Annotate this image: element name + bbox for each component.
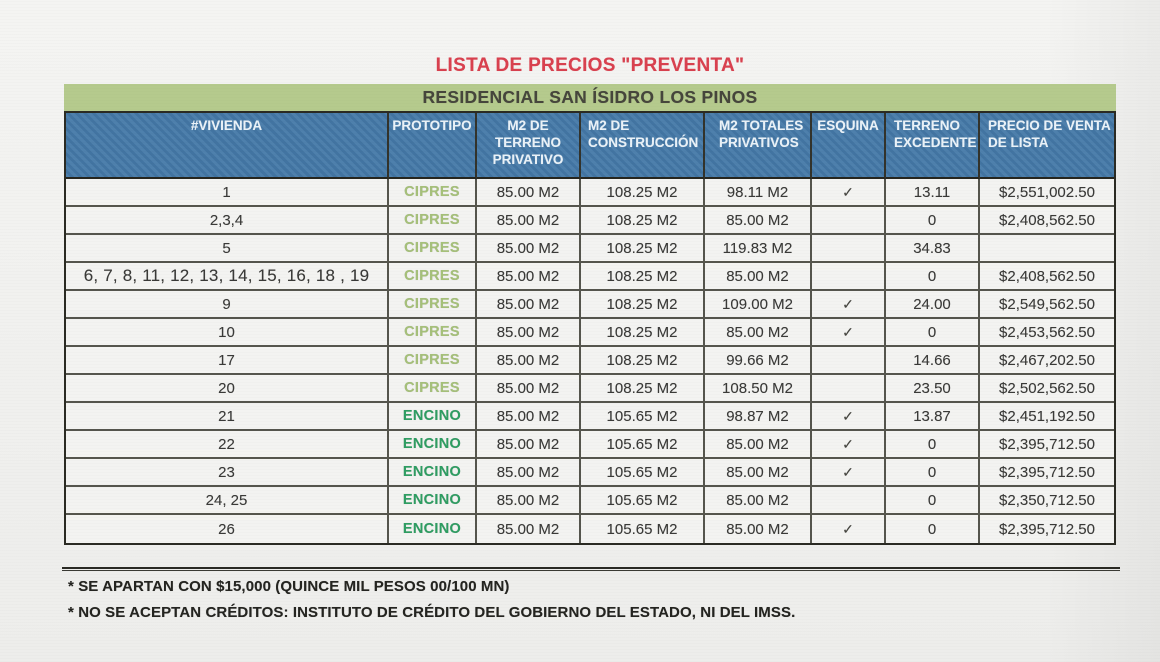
col-header-terreno-privativo [477,113,581,179]
table-row [66,319,1114,347]
cell-construccion: 105.65 M2 [581,431,705,459]
cell-prototipo: CIPRES [389,347,477,375]
col-header-line: EXCEDENTE [894,135,977,150]
cell-vivienda: 1 [66,179,389,207]
cell-construccion: 108.25 M2 [581,179,705,207]
cell-precio-venta: $2,549,562.50 [980,291,1114,319]
col-header-line: PRECIO DE VENTA [988,118,1111,133]
double-rule-separator [62,567,1120,571]
cell-esquina-checkmark: ✓ [812,431,886,459]
footnote-apartado: * SE APARTAN CON $15,000 (QUINCE MIL PESOS 00/100 MN) [68,578,510,595]
cell-vivienda: 24, 25 [66,487,389,515]
col-header-terreno-excedente [886,113,980,179]
footnote-creditos: * NO SE ACEPTAN CRÉDITOS: INSTITUTO DE CRÉDITO DEL GOBIERNO DEL ESTADO, NI DEL IMSS. [68,604,796,621]
table-row [66,459,1114,487]
cell-vivienda: 17 [66,347,389,375]
cell-terreno-privativo: 85.00 M2 [477,179,581,207]
cell-esquina-checkmark [812,263,886,291]
cell-prototipo: CIPRES [389,375,477,403]
cell-totales-privativos: 85.00 M2 [705,487,812,515]
cell-prototipo: CIPRES [389,179,477,207]
cell-prototipo: CIPRES [389,263,477,291]
cell-terreno-excedente: 0 [886,207,980,235]
col-header-prototipo: PROTOTIPO [389,113,477,179]
table-header-row [66,113,1114,179]
cell-totales-privativos: 85.00 M2 [705,515,812,543]
cell-prototipo: ENCINO [389,459,477,487]
cell-precio-venta: $2,551,002.50 [980,179,1114,207]
cell-esquina-checkmark: ✓ [812,319,886,347]
col-header-line: TERRENO [894,118,961,133]
cell-terreno-excedente: 0 [886,431,980,459]
col-header-vivienda: #VIVIENDA [66,113,389,179]
cell-esquina-checkmark [812,375,886,403]
cell-totales-privativos: 85.00 M2 [705,263,812,291]
cell-construccion: 108.25 M2 [581,319,705,347]
cell-esquina-checkmark [812,235,886,263]
cell-precio-venta: $2,467,202.50 [980,347,1114,375]
col-header-line: TERRENO [494,135,561,150]
cell-esquina-checkmark: ✓ [812,179,886,207]
cell-esquina-checkmark [812,487,886,515]
col-header-line: CONSTRUCCIÓN [588,135,699,150]
price-table [64,111,1116,545]
cell-precio-venta: $2,395,712.50 [980,431,1114,459]
cell-esquina-checkmark [812,347,886,375]
cell-construccion: 108.25 M2 [581,235,705,263]
cell-esquina-checkmark: ✓ [812,515,886,543]
cell-terreno-privativo: 85.00 M2 [477,431,581,459]
table-row [66,207,1114,235]
cell-terreno-excedente: 0 [886,319,980,347]
cell-terreno-privativo: 85.00 M2 [477,515,581,543]
cell-terreno-privativo: 85.00 M2 [477,459,581,487]
cell-vivienda: 2,3,4 [66,207,389,235]
table-row [66,235,1114,263]
cell-construccion: 105.65 M2 [581,515,705,543]
cell-precio-venta: $2,395,712.50 [980,459,1114,487]
cell-totales-privativos: 85.00 M2 [705,319,812,347]
cell-prototipo: ENCINO [389,515,477,543]
cell-precio-venta: $2,395,712.50 [999,520,1095,538]
cell-terreno-privativo: 85.00 M2 [477,319,581,347]
cell-totales-privativos: 85.00 M2 [705,431,812,459]
cell-construccion: 108.25 M2 [581,375,705,403]
cell-construccion: 105.65 M2 [581,459,705,487]
cell-totales-privativos: 119.83 M2 [705,235,812,263]
cell-construccion: 108.25 M2 [581,347,705,375]
col-header-esquina: ESQUINA [812,113,886,179]
cell-terreno-privativo: 85.00 M2 [477,375,581,403]
residencial-banner [64,84,1116,111]
cell-totales-privativos: 85.00 M2 [705,459,812,487]
cell-vivienda: 22 [66,431,389,459]
col-header-line: M2 DE [507,118,549,133]
cell-vivienda: 9 [66,291,389,319]
table-row [66,431,1114,459]
table-row [66,263,1114,291]
cell-terreno-privativo: 85.00 M2 [477,403,581,431]
cell-vivienda: 5 [66,235,389,263]
cell-prototipo: CIPRES [389,291,477,319]
col-header-totales-privativos [705,113,812,179]
cell-construccion: 105.65 M2 [581,403,705,431]
cell-terreno-excedente: 13.87 [886,403,980,431]
cell-construccion: 108.25 M2 [581,291,705,319]
col-header-line: PRIVATIVO [492,152,564,167]
cell-totales-privativos: 99.66 M2 [705,347,812,375]
cell-terreno-excedente: 34.83 [886,235,980,263]
cell-esquina-checkmark: ✓ [812,459,886,487]
table-row [66,291,1114,319]
table-row [66,179,1114,207]
cell-construccion: 105.65 M2 [581,487,705,515]
col-header-line: DE LISTA [988,135,1049,150]
cell-esquina-checkmark: ✓ [812,291,886,319]
cell-esquina-checkmark [812,207,886,235]
table-row [66,347,1114,375]
cell-prototipo: CIPRES [389,319,477,347]
col-header-precio-venta [980,113,1114,179]
cell-vivienda: 6, 7, 8, 11, 12, 13, 14, 15, 16, 18 , 19 [66,263,389,291]
cell-prototipo: CIPRES [389,235,477,263]
cell-prototipo: ENCINO [389,487,477,515]
cell-precio-venta: $2,350,712.50 [980,487,1114,515]
cell-terreno-excedente: 24.00 [886,291,980,319]
cell-totales-privativos: 109.00 M2 [705,291,812,319]
cell-precio-venta: $2,451,192.50 [980,403,1114,431]
cell-totales-privativos: 108.50 M2 [705,375,812,403]
col-header-line: M2 TOTALES [719,118,804,133]
cell-totales-privativos: 85.00 M2 [705,207,812,235]
cell-vivienda: 26 [66,515,389,543]
table-body [66,179,1114,543]
cell-prototipo: ENCINO [389,403,477,431]
cell-vivienda: 21 [66,403,389,431]
cell-vivienda: 23 [66,459,389,487]
col-header-construccion [581,113,705,179]
page-title: LISTA DE PRECIOS "PREVENTA" [435,55,745,76]
cell-terreno-excedente: 23.50 [886,375,980,403]
table-row [66,487,1114,515]
table-row [66,403,1114,431]
cell-vivienda: 10 [66,319,389,347]
col-header-line: PRIVATIVOS [719,135,799,150]
cell-terreno-privativo: 85.00 M2 [477,291,581,319]
cell-precio-venta: $2,502,562.50 [980,375,1114,403]
col-header-line: M2 DE [588,118,630,133]
cell-terreno-excedente: 0 [886,515,980,543]
cell-terreno-excedente: 0 [886,487,980,515]
cell-terreno-privativo: 85.00 M2 [477,207,581,235]
table-row [66,375,1114,403]
cell-construccion: 108.25 M2 [581,263,705,291]
cell-esquina-checkmark: ✓ [812,403,886,431]
cell-terreno-privativo: 85.00 M2 [477,235,581,263]
cell-terreno-excedente: 0 [886,459,980,487]
cell-prototipo: CIPRES [389,207,477,235]
cell-prototipo: ENCINO [389,431,477,459]
cell-precio-venta: $2,408,562.50 [980,207,1114,235]
cell-precio-venta: $2,408,562.50 [980,263,1114,291]
cell-terreno-privativo: 85.00 M2 [477,487,581,515]
cell-terreno-excedente: 0 [886,263,980,291]
cell-precio-venta [980,235,1114,263]
cell-totales-privativos: 98.87 M2 [705,403,812,431]
cell-construccion: 108.25 M2 [581,207,705,235]
cell-terreno-privativo: 85.00 M2 [477,347,581,375]
cell-terreno-excedente: 13.11 [886,179,980,207]
banner-label: RESIDENCIAL SAN ÍSIDRO LOS PINOS [422,87,758,107]
cell-totales-privativos: 98.11 M2 [705,179,812,207]
cell-terreno-excedente: 14.66 [886,347,980,375]
cell-vivienda: 20 [66,375,389,403]
cell-precio-venta: $2,453,562.50 [980,319,1114,347]
cell-terreno-privativo: 85.00 M2 [477,263,581,291]
table-row [66,515,1114,543]
